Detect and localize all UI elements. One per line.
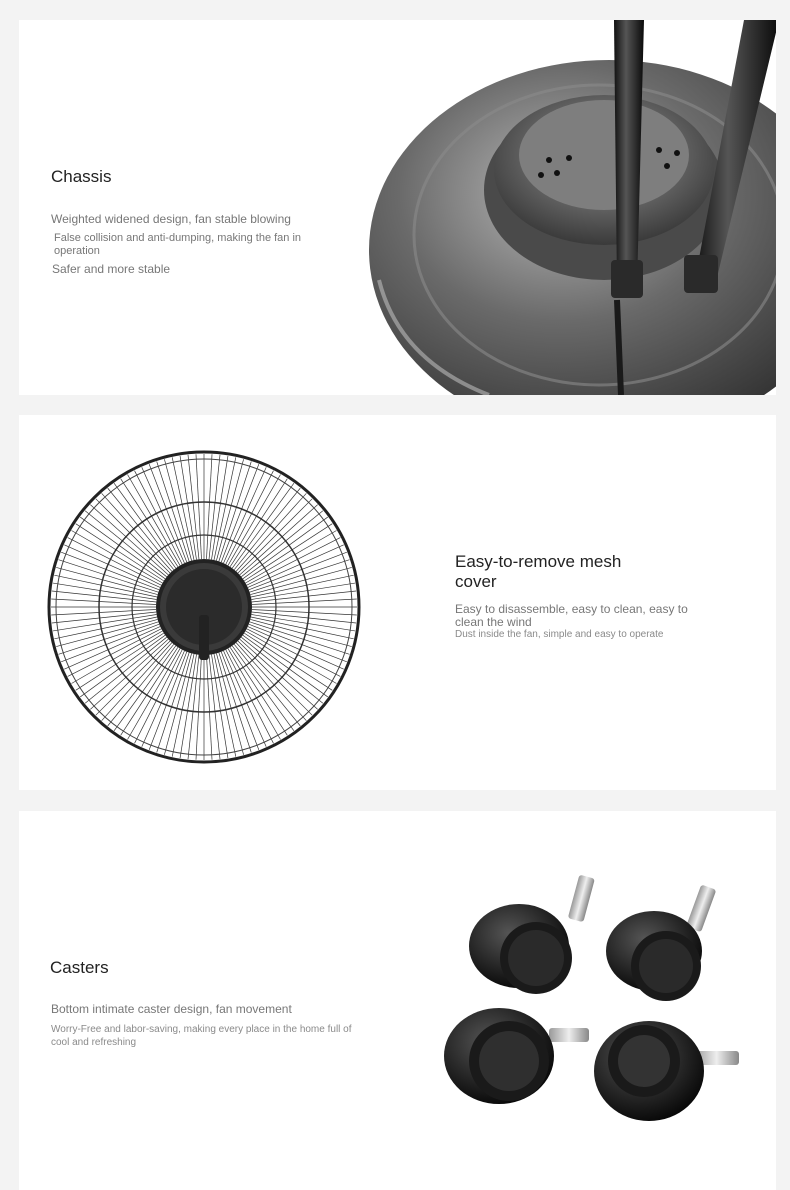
- fan-mesh-guard-photo: [44, 450, 364, 765]
- feature-line: Dust inside the fan, simple and easy to operate: [455, 629, 664, 640]
- feature-line: Worry-Free and labor-saving, making every place in the home full of cool and refreshing: [51, 1024, 352, 1048]
- mesh-cover-section: [19, 415, 776, 790]
- casters-section: [19, 811, 776, 1190]
- feature-line: Safer and more stable: [52, 262, 171, 276]
- section-title: Casters: [50, 958, 109, 977]
- feature-line: Weighted widened design, fan stable blowing: [51, 212, 291, 226]
- feature-line: Easy to disassemble, easy to clean, easy to clean the wind: [455, 602, 688, 629]
- fan-base-photo: [359, 20, 776, 395]
- feature-line: Bottom intimate caster design, fan movement: [51, 1002, 292, 1016]
- feature-line: False collision and anti-dumping, making the fan in operation: [54, 232, 302, 257]
- section-title: Chassis: [51, 167, 112, 186]
- section-title: Easy-to-remove mesh cover: [455, 552, 622, 591]
- chassis-section: [19, 20, 776, 395]
- caster-wheels-photo: [414, 866, 754, 1131]
